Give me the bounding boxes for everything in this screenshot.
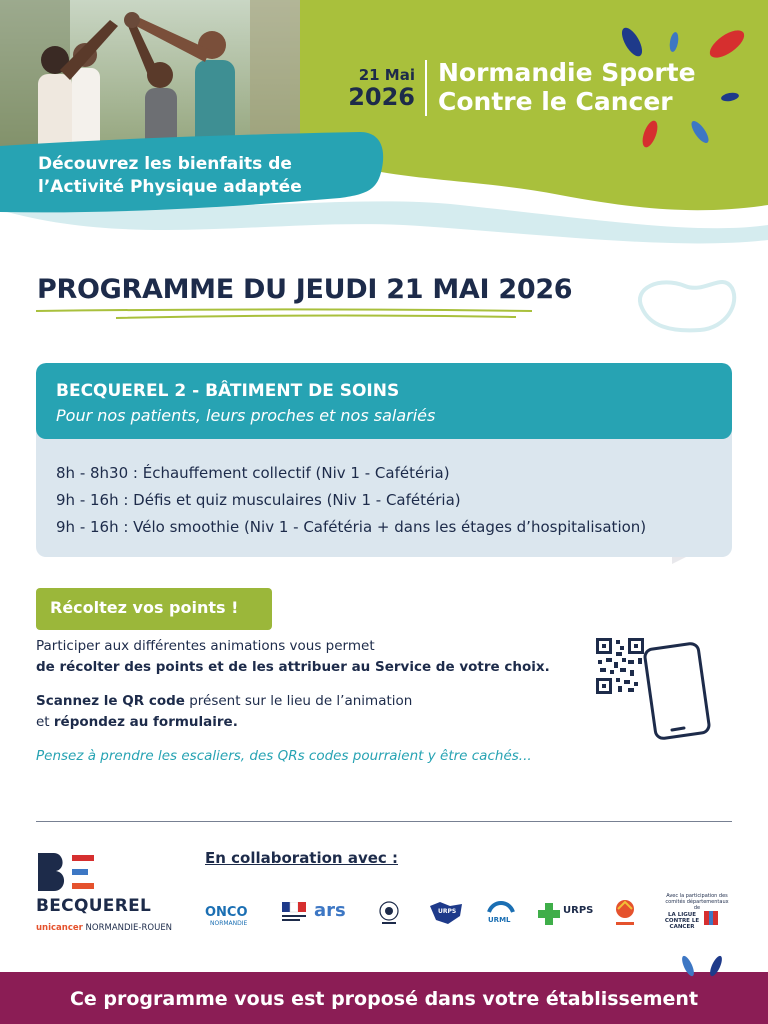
republique-francaise-logo-icon: [282, 902, 310, 926]
onco-logo-sub: NORMANDIE: [210, 920, 248, 927]
schedule-item: 9h - 16h : Défis et quiz musculaires (Niv 1 - Cafétéria): [56, 491, 461, 509]
ligue-note: Avec la participation des comités départementaux de: [665, 893, 729, 911]
urml-logo-icon: [487, 898, 515, 916]
becquerel-logo-icon: [36, 851, 106, 893]
schedule-card-subtitle: Pour nos patients, leurs proches et nos salariés: [56, 406, 436, 425]
footer-divider: [36, 821, 732, 822]
tagline-line2: l’Activité Physique adaptée: [38, 177, 302, 197]
seal-logo-icon: [378, 900, 400, 926]
stairs-hint: Pensez à prendre les escaliers, des QRs codes pourraient y être cachés...: [36, 748, 532, 764]
urps-pharmaciens-logo: URPS: [563, 905, 594, 916]
collab-heading: [205, 849, 398, 867]
programme-title: PROGRAMME DU JEUDI 21 MAI 2026: [37, 274, 573, 305]
ligue-logo-text: LA LIGUE CONTRE LE CANCER: [664, 912, 700, 930]
unicancer-brand: unicancer: [36, 923, 83, 933]
points-text-line1: Participer aux différentes animations vous permet: [36, 638, 375, 654]
onco-logo: ONCO: [205, 905, 248, 920]
bottom-splash-icon: [678, 952, 728, 982]
ligue-cross-icon: [700, 907, 722, 929]
points-text-line4: [36, 714, 238, 730]
schedule-card-title: BECQUEREL 2 - BÂTIMENT DE SOINS: [56, 381, 400, 401]
tagline: [38, 153, 302, 199]
collab-label: En collaboration avec :: [205, 849, 399, 867]
schedule-card: [36, 363, 732, 557]
points-text-line3: [36, 693, 412, 709]
points-badge-label: Récoltez vos points !: [50, 598, 239, 617]
bottom-banner: [0, 972, 768, 1024]
programme-underline-icon: [36, 307, 532, 321]
event-date-day: 21 Mai: [358, 66, 415, 84]
blob-outline-icon: [630, 268, 740, 338]
event-date-year: 2026: [348, 83, 415, 111]
scan-qr-strong: Scannez le QR code: [36, 693, 185, 709]
qr-phone-icon: [594, 636, 714, 740]
points-badge: [36, 588, 272, 630]
ars-logo: ars: [314, 900, 346, 921]
becquerel-name: BECQUEREL: [36, 896, 152, 916]
points-text-line4-prefix: et: [36, 714, 54, 730]
points-text-line3-rest: présent sur le lieu de l’animation: [184, 693, 413, 709]
event-date: [340, 66, 415, 110]
becquerel-sub: [36, 923, 172, 933]
pharmacy-cross-icon: [538, 903, 560, 925]
urps-logo-text: URPS: [438, 908, 457, 915]
urps-mk-logo-icon: [612, 898, 638, 928]
schedule-item: 9h - 16h : Vélo smoothie (Niv 1 - Cafétéria + dans les étages d’hospitalisation): [56, 518, 647, 536]
splash-decoration-icon: [612, 22, 762, 157]
urml-logo-text: URML: [488, 916, 511, 924]
schedule-card-header: [36, 363, 732, 439]
event-title-line1: Normandie Sporte: [438, 58, 696, 87]
schedule-item: 8h - 8h30 : Échauffement collectif (Niv 1 - Cafétéria): [56, 464, 450, 482]
tagline-line1: Découvrez les bienfaits de: [38, 154, 292, 174]
becquerel-city: NORMANDIE-ROUEN: [82, 923, 173, 933]
event-separator: [425, 60, 427, 116]
points-text-line2: de récolter des points et de les attribuer au Service de votre choix.: [36, 659, 550, 675]
bottom-banner-text: Ce programme vous est proposé dans votre établissement: [69, 988, 699, 1010]
event-title-line2: Contre le Cancer: [438, 87, 673, 116]
form-strong: répondez au formulaire.: [53, 714, 238, 730]
